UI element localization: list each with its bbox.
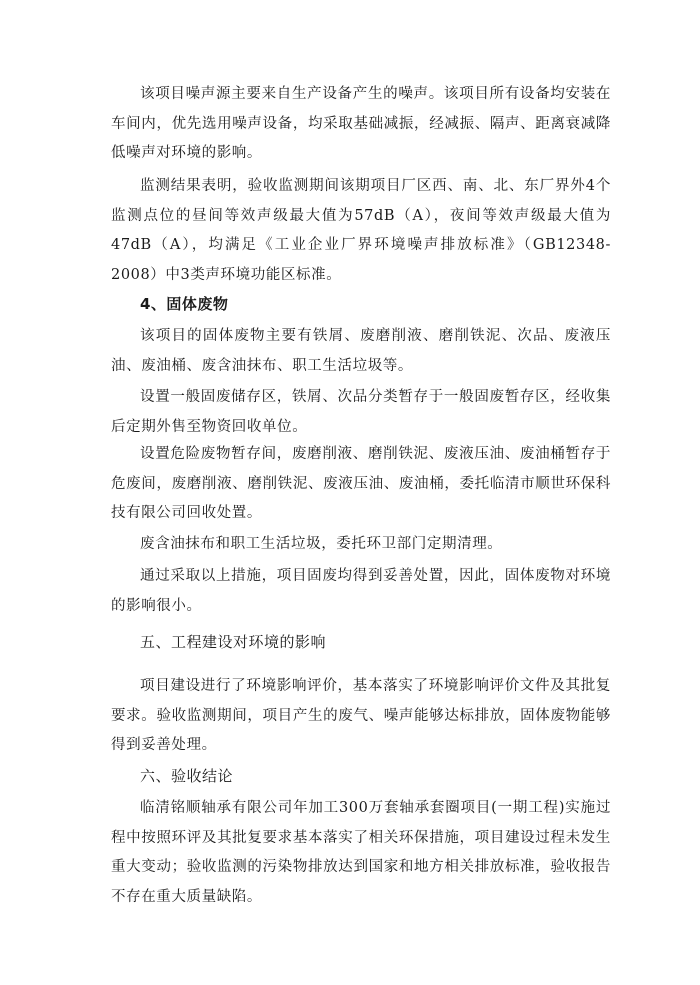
heading-section-six: 六、验收结论 [140, 767, 234, 785]
paragraph-section-six: 临清铭顺轴承有限公司年加工300万套轴承套圈项目(一期工程)实施过程中按照环评及其批复要求基本落实了相关环保措施，项目建设过程未发生重大变动；验收监测的污染物排放达到国家和地方相关排放标准，验收报告不存在重大质量缺陷。 [111, 800, 611, 905]
paragraph-noise-source: 该项目噪声源主要来自生产设备产生的噪声。该项目所有设备均安装在车间内，优先选用噪声设备，均采取基础减振，经减振、隔声、距离衰减降低噪声对环境的影响。 [111, 86, 611, 161]
paragraph-general-storage: 设置一般固废储存区，铁屑、次品分类暂存于一般固废暂存区，经收集后定期外售至物资回收单位。 [111, 389, 611, 435]
paragraph-oily-rags: 废含油抹布和职工生活垃圾，委托环卫部门定期清理。 [140, 536, 503, 552]
heading-solid-waste: 4、固体废物 [140, 295, 229, 313]
paragraph-solid-waste-conclusion: 通过采取以上措施，项目固废均得到妥善处置，因此，固体废物对环境的影响很小。 [111, 568, 611, 614]
paragraph-solid-waste-types: 该项目的固体废物主要有铁屑、废磨削液、磨削铁泥、次品、废液压油、废油桶、废含油抹布、职工生活垃圾等。 [111, 328, 611, 374]
paragraph-section-five: 项目建设进行了环境影响评价，基本落实了环境影响评价文件及其批复要求。验收监测期间，项目产生的废气、噪声能够达标排放，固体废物能够得到妥善处理。 [111, 678, 611, 753]
paragraph-noise-monitoring: 监测结果表明，验收监测期间该期项目厂区西、南、北、东厂界外4个监测点位的昼间等效声级最大值为57dB（A），夜间等效声级最大值为47dB（A），均满足《工业企业厂界环境噪声排放标准》（GB12348-2008）中3类声环境功能区标准。 [111, 178, 611, 283]
paragraph-hazardous-storage: 设置危险废物暂存间，废磨削液、磨削铁泥、废液压油、废油桶暂存于危废间，废磨削液、磨削铁泥、废液压油、废油桶，委托临清市顺世环保科技有限公司回收处置。 [111, 446, 611, 521]
heading-section-five: 五、工程建设对环境的影响 [140, 633, 327, 651]
